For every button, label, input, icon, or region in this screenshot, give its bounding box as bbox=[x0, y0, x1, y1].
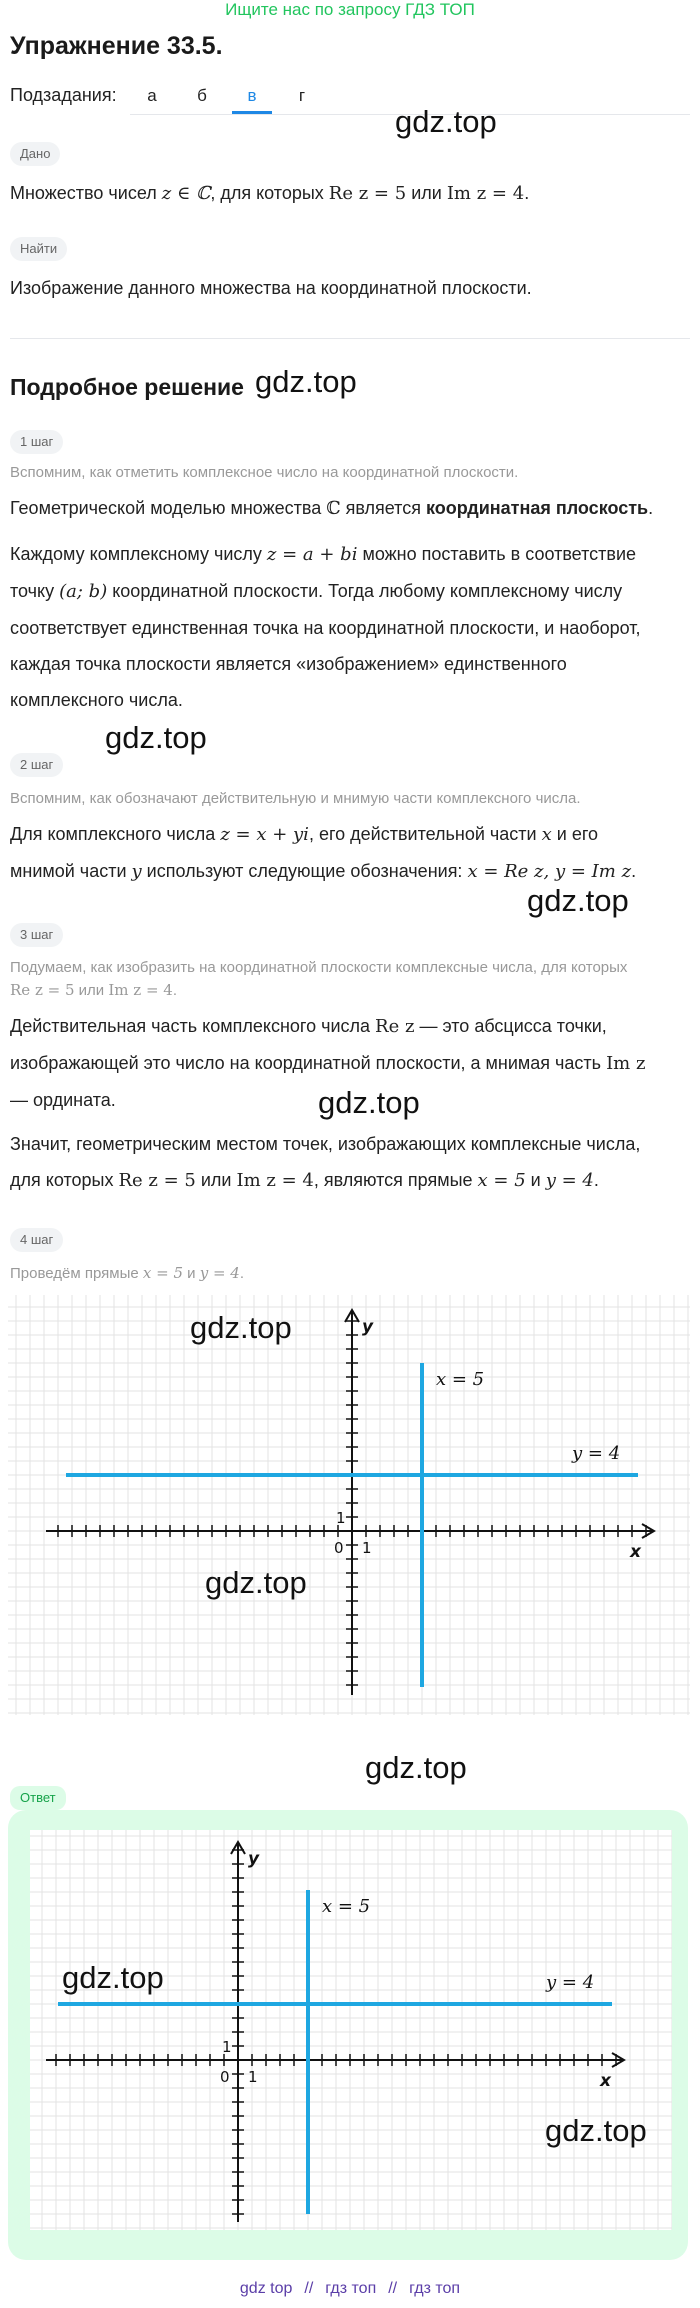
step-2-text: Для комплексного числа z = x + yi, его действительной части x и его мнимой части y используют следующие обозначения: x = Re z, y = Im z. bbox=[10, 824, 637, 882]
step-4-badge: 4 шаг bbox=[10, 1228, 63, 1252]
given-text: Множество чисел z ∈ ℂ, для которых Re z = 5 или Im z = 4. bbox=[10, 183, 530, 204]
step-1-text: Геометрической моделью множества ℂ является координатная плоскость. bbox=[10, 498, 654, 519]
x-unit-label: 1 bbox=[248, 2068, 258, 2086]
step-2-badge: 2 шаг bbox=[10, 753, 63, 777]
y-unit-label: 1 bbox=[336, 1509, 346, 1527]
coordinate-plane-graph bbox=[8, 1295, 690, 1715]
y-unit-label: 1 bbox=[222, 2038, 232, 2056]
watermark: gdz.top bbox=[395, 104, 497, 139]
solution-title: Подробное решение bbox=[10, 374, 244, 400]
page-title: Упражнение 33.5. bbox=[10, 32, 223, 60]
x-unit-label: 1 bbox=[362, 1539, 372, 1557]
line-y-label: y = 4 bbox=[572, 1443, 621, 1464]
watermark: gdz.top bbox=[255, 364, 357, 399]
step-3-conclusion: Значит, геометрическим местом точек, изображающих комплексные числа, для которых Re z = 5 или Im z = 4, являются прямые x = 5 и y = 4. bbox=[10, 1134, 641, 1191]
tab-v[interactable]: в bbox=[232, 82, 272, 114]
watermark: gdz.top bbox=[190, 1310, 292, 1345]
tab-g[interactable]: г bbox=[298, 86, 306, 105]
step-2-hint: Вспомним, как обозначают действительную и мнимую части комплексного числа. bbox=[10, 790, 581, 807]
tab-a[interactable]: а bbox=[147, 86, 157, 105]
origin-label: 0 bbox=[220, 2068, 230, 2086]
line-y-label: y = 4 bbox=[546, 1972, 595, 1993]
footer bbox=[0, 2280, 700, 2298]
subtasks-label: Подзадания: bbox=[10, 85, 117, 105]
watermark: gdz.top bbox=[62, 1960, 164, 1995]
footer-separator: // bbox=[304, 2280, 314, 2297]
watermark: gdz.top bbox=[205, 1565, 307, 1600]
grid bbox=[8, 1295, 690, 1715]
answer-graph bbox=[30, 1830, 672, 2230]
y-axis-label: y bbox=[248, 1849, 260, 1869]
answer-badge: Ответ bbox=[10, 1786, 66, 1810]
step-1-hint: Вспомним, как отметить комплексное число на координатной плоскости. bbox=[10, 464, 519, 481]
watermark: gdz.top bbox=[318, 1085, 420, 1120]
step-3-text: Действительная часть комплексного числа Re z — это абсцисса точки, изображающей это число на координатной плоскости, а мнимая часть Im z — ордината. bbox=[10, 1016, 646, 1110]
line-x-label: x = 5 bbox=[436, 1369, 485, 1390]
x-axis-label: x bbox=[630, 1542, 641, 1562]
step-3-hint: Подумаем, как изобразить на координатной плоскости комплексные числа, для которых Re z = 5 или Im z = 4. bbox=[10, 959, 628, 999]
x-axis-label: x bbox=[600, 2071, 611, 2091]
watermark: gdz.top bbox=[545, 2113, 647, 2148]
step-1-badge: 1 шаг bbox=[10, 430, 63, 454]
watermark: gdz.top bbox=[527, 883, 629, 918]
origin-label: 0 bbox=[334, 1539, 344, 1557]
find-text: Изображение данного множества на координатной плоскости. bbox=[10, 278, 532, 298]
find-badge: Найти bbox=[10, 237, 67, 261]
watermark: gdz.top bbox=[105, 720, 207, 755]
given-badge: Дано bbox=[10, 142, 60, 166]
watermark: gdz.top bbox=[365, 1750, 467, 1785]
footer-link[interactable]: гдз топ bbox=[409, 2280, 461, 2297]
step-1-paragraph: Каждому комплексному числу z = a + bi можно поставить в соответствие точку (a; b) координатной плоскости. Тогда любому комплексному числу соответствует единственная точка на координатной плоскости, и наоборот, каждая точка плоскости является «изображением» единственного комплексного числа. bbox=[10, 544, 641, 710]
line-x-label: x = 5 bbox=[322, 1896, 371, 1917]
search-banner: Ищите нас по запросу ГДЗ ТОП bbox=[225, 0, 475, 19]
footer-link[interactable]: gdz top bbox=[239, 2280, 293, 2297]
tab-b[interactable]: б bbox=[197, 86, 207, 105]
step-4-hint: Проведём прямые x = 5 и y = 4. bbox=[10, 1264, 245, 1282]
divider bbox=[10, 338, 690, 339]
footer-separator: // bbox=[388, 2280, 398, 2297]
y-axis-label: y bbox=[362, 1317, 374, 1337]
step-3-badge: 3 шаг bbox=[10, 923, 63, 947]
footer-link[interactable]: гдз топ bbox=[325, 2280, 377, 2297]
